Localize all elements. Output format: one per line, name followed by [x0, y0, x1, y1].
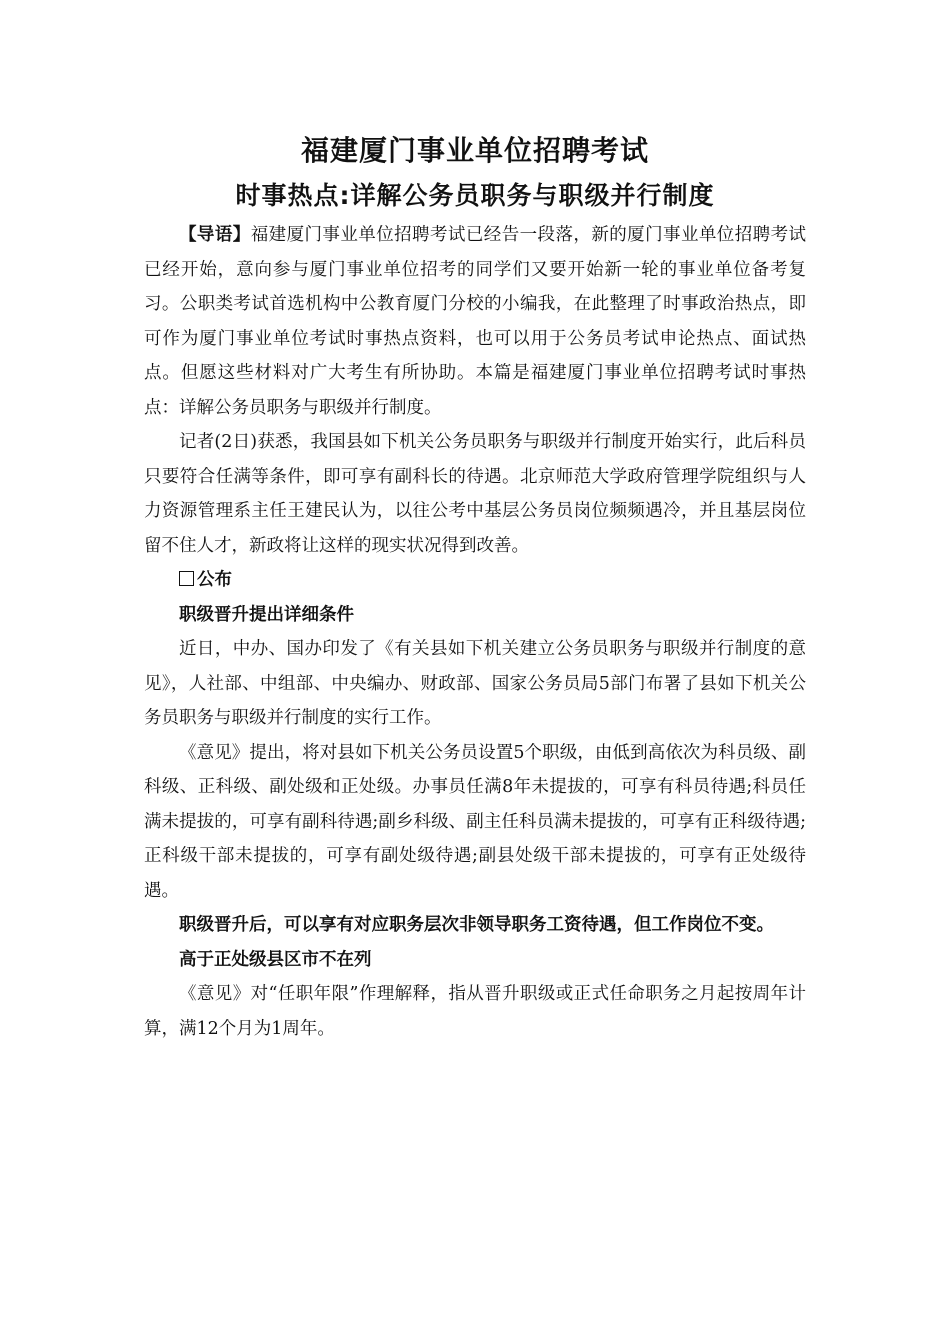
paragraph-reporter: 记者(2日)获悉，我国县如下机关公务员职务与职级并行制度开始实行，此后科员只要符合任满等条件，即可享有副科长的待遇。北京师范大学政府管理学院组织与人力资源管理系主任王建民认为，以往公考中基层公务员岗位频频遇冷，并且基层岗位留不住人才，新政将让这样的现实状况得到改善。 [144, 432, 806, 556]
paragraph-issued: 近日，中办、国办印发了《有关县如下机关建立公务员职务与职级并行制度的意见》，人社部、中组部、中央编办、财政部、国家公务员局5部门布署了县如下机关公务员职务与职级并行制度的实行工作。 [144, 639, 806, 728]
document-title: 福建厦门事业单位招聘考试 [300, 134, 649, 167]
intro-label: 【导语】 [179, 225, 251, 245]
heading-promotion-conditions: 职级晋升提出详细条件 [179, 604, 354, 625]
intro-paragraph [144, 218, 806, 425]
section-label: 公布 [197, 570, 232, 590]
document-subtitle: 时事热点:详解公务员职务与职级并行制度 [235, 181, 715, 210]
paragraph-tenure: 《意见》对“任职年限”作理解释，指从晋升职级或正式任命职务之月起按周年计算，满12个月为1周年。 [144, 984, 806, 1039]
intro-text: 福建厦门事业单位招聘考试已经告一段落，新的厦门事业单位招聘考试已经开始，意向参与厦门事业单位招考的同学们又要开始新一轮的事业单位备考复习。公职类考试首选机构中公教育厦门分校的小编我，在此整理了时事政治热点，即可作为厦门事业单位考试时事热点资料，也可以用于公务员考试申论热点、面试热点。但愿这些材料对广大考生有所协助。本篇是福建厦门事业单位招聘考试时事热点：详解公务员职务与职级并行制度。 [144, 225, 807, 418]
checkbox-icon [179, 571, 194, 586]
paragraph-bold-note: 职级晋升后，可以享有对应职务层次非领导职务工资待遇，但工作岗位不变。 [179, 915, 774, 935]
heading-exclusion: 高于正处级县区市不在列 [179, 949, 372, 970]
section-label-line [144, 563, 806, 598]
document-body [144, 128, 806, 1046]
paragraph-opinion: 《意见》提出，将对县如下机关公务员设置5个职级，由低到高依次为科员级、副科级、正科级、副处级和正处级。办事员任满8年未提拔的，可享有科员待遇;科员任满未提拔的，可享有副科待遇;副乡科级、副主任科员满未提拔的，可享有正科级待遇;正科级干部未提拔的，可享有副处级待遇;副县处级干部未提拔的，可享有正处级待遇。 [144, 742, 806, 901]
